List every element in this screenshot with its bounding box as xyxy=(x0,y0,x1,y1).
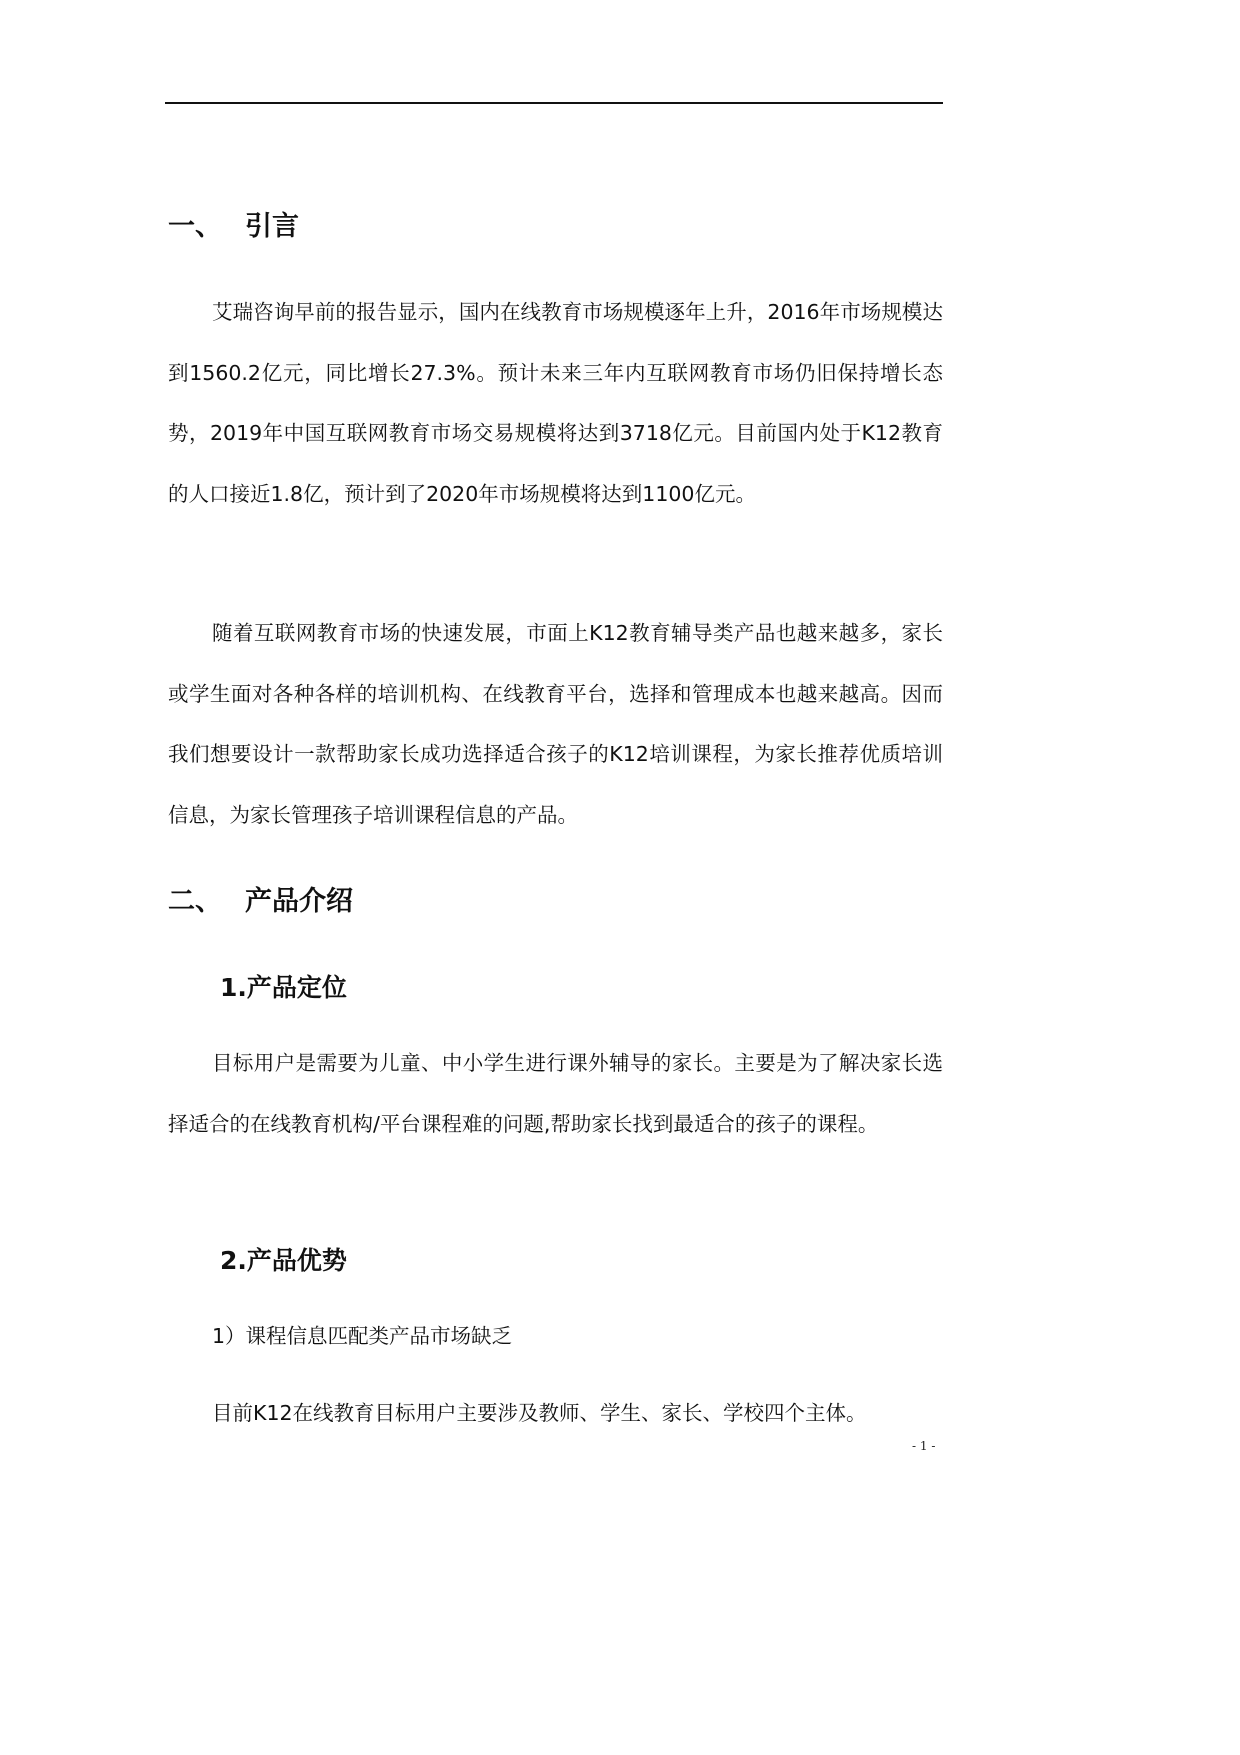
section-heading-product xyxy=(168,884,353,920)
intro-paragraph-2: 随着互联网教育市场的快速发展，市面上K12教育辅导类产品也越来越多，家长或学生面对各种各样的培训机构、在线教育平台，选择和管理成本也越来越高。因而我们想要设计一款帮助家长成功选择适合孩子的K12培训课程，为家长推荐优质培训信息，为家长管理孩子培训课程信息的产品。 xyxy=(168,621,943,827)
advantage-paragraph: 目前K12在线教育目标用户主要涉及教师、学生、家长、学校四个主体。 xyxy=(212,1401,867,1425)
section-heading-intro xyxy=(168,209,299,245)
intro-paragraph-1: 艾瑞咨询早前的报告显示，国内在线教育市场规模逐年上升，2016年市场规模达到1560.2亿元，同比增长27.3%。预计未来三年内互联网教育市场仍旧保持增长态势，2019年中国互联网教育市场交易规模将达到3718亿元。目前国内处于K12教育的人口接近1.8亿，预计到了2020年市场规模将达到1100亿元。 xyxy=(168,300,943,506)
section-title: 产品介绍 xyxy=(245,886,353,917)
positioning-paragraph: 目标用户是需要为儿童、中小学生进行课外辅导的家长。主要是为了解决家长选择适合的在线教育机构/平台课程难的问题,帮助家长找到最适合的孩子的课程。 xyxy=(168,1051,943,1136)
section-title: 引言 xyxy=(245,211,299,242)
section-number: 一、 xyxy=(168,211,222,242)
advantage-item-1: 1）课程信息匹配类产品市场缺乏 xyxy=(212,1324,513,1348)
subsection-heading-positioning: 1.产品定位 xyxy=(220,973,347,1002)
header-rule xyxy=(165,102,943,104)
subsection-heading-advantages: 2.产品优势 xyxy=(220,1246,347,1275)
section-number: 二、 xyxy=(168,886,222,917)
page-number: - 1 - xyxy=(912,1439,936,1453)
